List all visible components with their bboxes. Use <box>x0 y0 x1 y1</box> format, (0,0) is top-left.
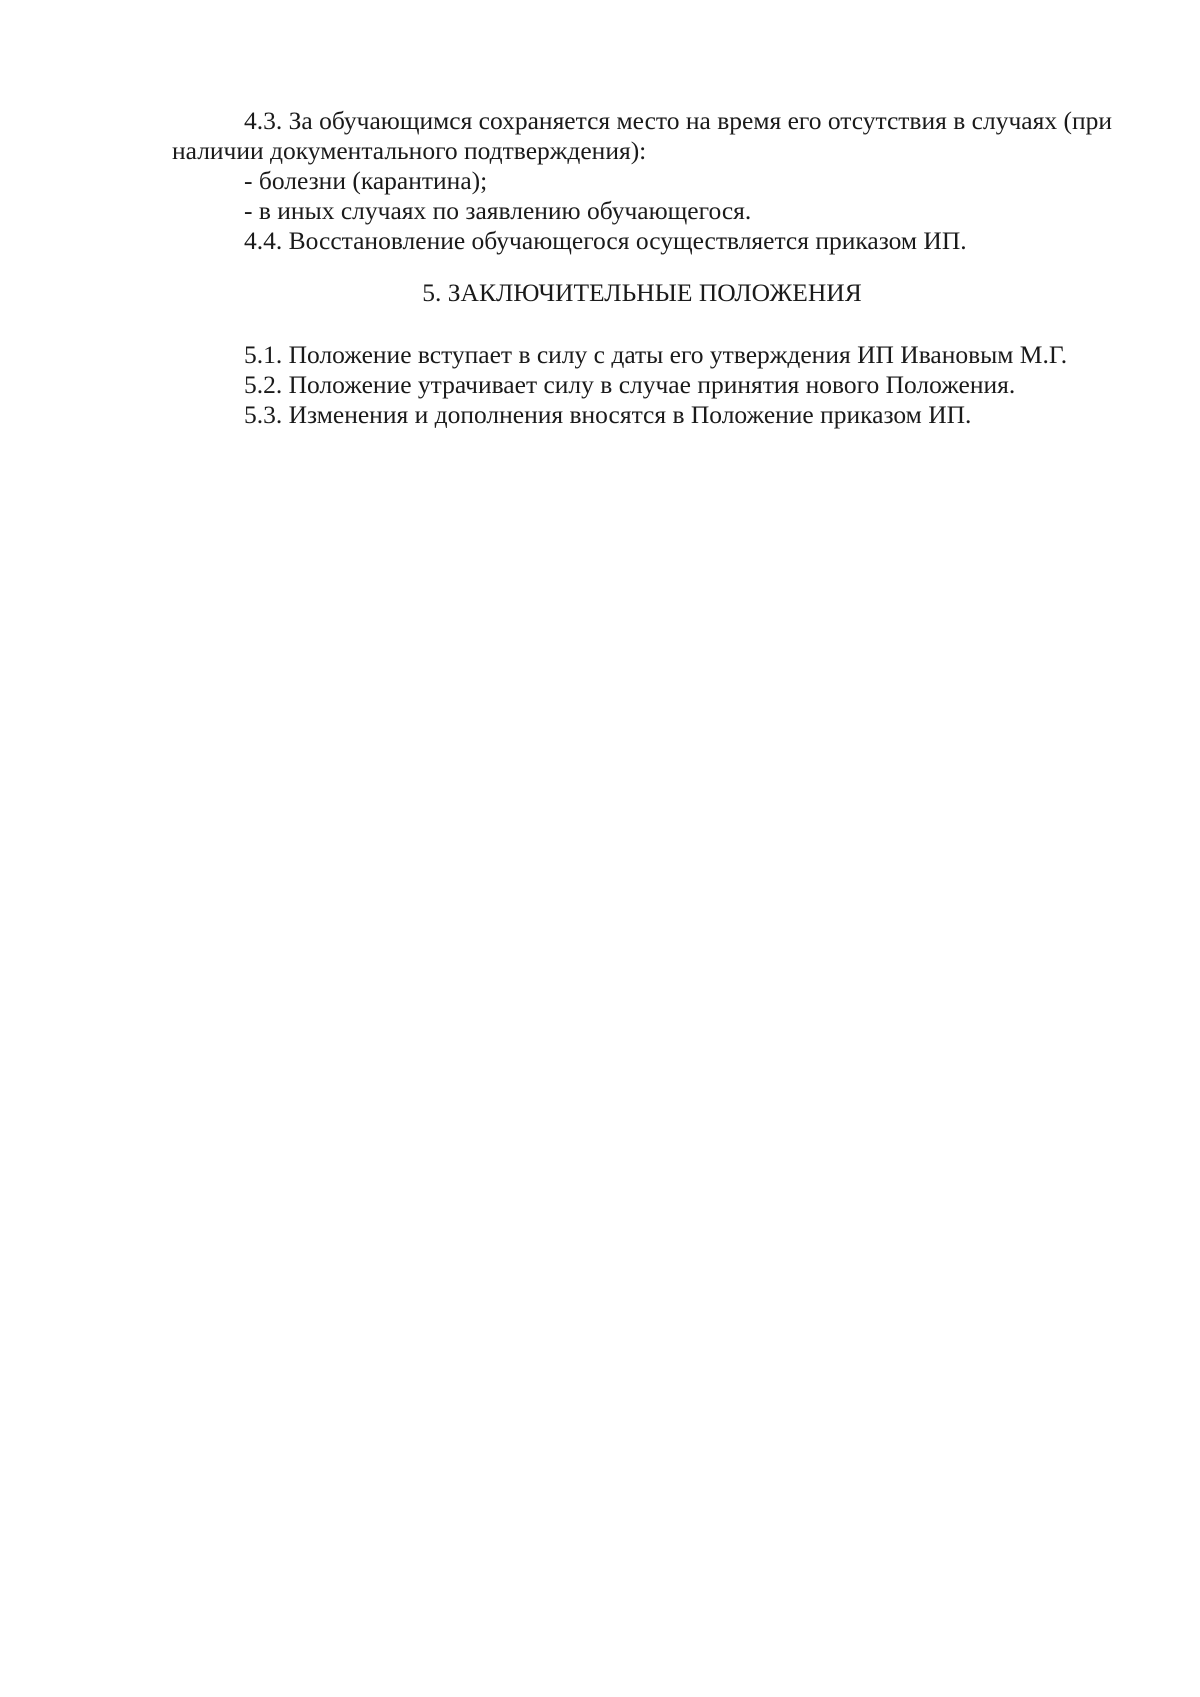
section-5-heading: 5. ЗАКЛЮЧИТЕЛЬНЫЕ ПОЛОЖЕНИЯ <box>422 278 862 307</box>
paragraph-5-1: 5.1. Положение вступает в силу с даты его утверждения ИП Ивановым М.Г. <box>244 340 1068 369</box>
paragraph-5-3: 5.3. Изменения и дополнения вносятся в Положение приказом ИП. <box>244 400 972 429</box>
paragraph-4-4: 4.4. Восстановление обучающегося осуществляется приказом ИП. <box>244 226 967 255</box>
list-item-other-cases: - в иных случаях по заявлению обучающегося. <box>244 196 752 225</box>
paragraph-4-3: 4.3. За обучающимся сохраняется место на время его отсутствия в случаях (при наличии документального подтверждения): <box>172 106 1112 165</box>
document-body <box>172 106 1112 430</box>
list-item-illness: - болезни (карантина); <box>244 166 488 195</box>
paragraph-5-2: 5.2. Положение утрачивает силу в случае принятия нового Положения. <box>244 370 1016 399</box>
